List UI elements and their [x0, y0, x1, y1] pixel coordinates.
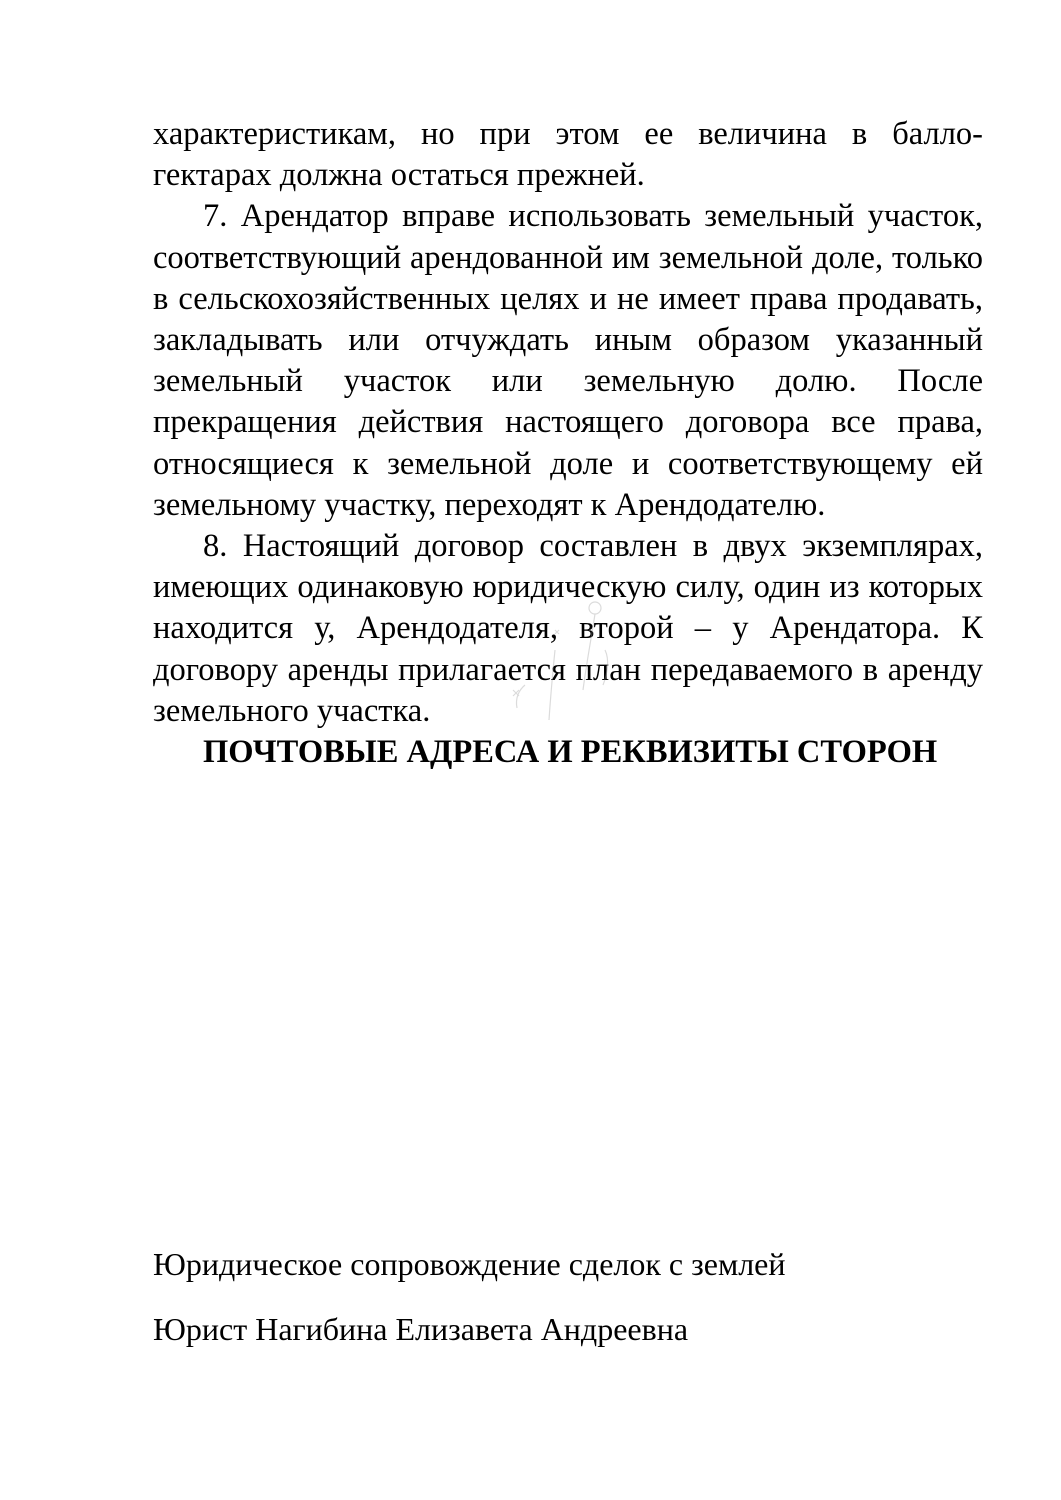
paragraph-continuation: характеристикам, но при этом ее величина в балло-гектарах должна остаться прежней.: [153, 116, 983, 194]
watermark-icon: [495, 590, 645, 740]
footer-lawyer-line: Юрист Нагибина Елизавета Андреевна: [153, 1311, 689, 1347]
paragraph-clause-7: 7. Арендатор вправе использовать земельный участок, соответствующий арендованной им земельной доле, только в сельскохозяйственных целях и не имеет права продавать, закладывать или отчуждать иным образом указанный земельный участок или земельную долю. После прекращения действия настоящего договора все права, относящиеся к земельной доле и соответствующему ей земельному участку, переходят к Арендодателю.: [153, 198, 983, 523]
footer-service-line: Юридическое сопровождение сделок с землей: [153, 1246, 786, 1282]
paragraph-clause-8: 8. Настоящий договор составлен в двух экземплярах, имеющих одинаковую юридическую силу, один из которых находится у, Арендодателя, второй – у Арендатора. К договору аренды прилагается план передаваемого в аренду земельного участка.: [153, 528, 983, 729]
section-heading: ПОЧТОВЫЕ АДРЕСА И РЕКВИЗИТЫ СТОРОН: [203, 734, 938, 771]
